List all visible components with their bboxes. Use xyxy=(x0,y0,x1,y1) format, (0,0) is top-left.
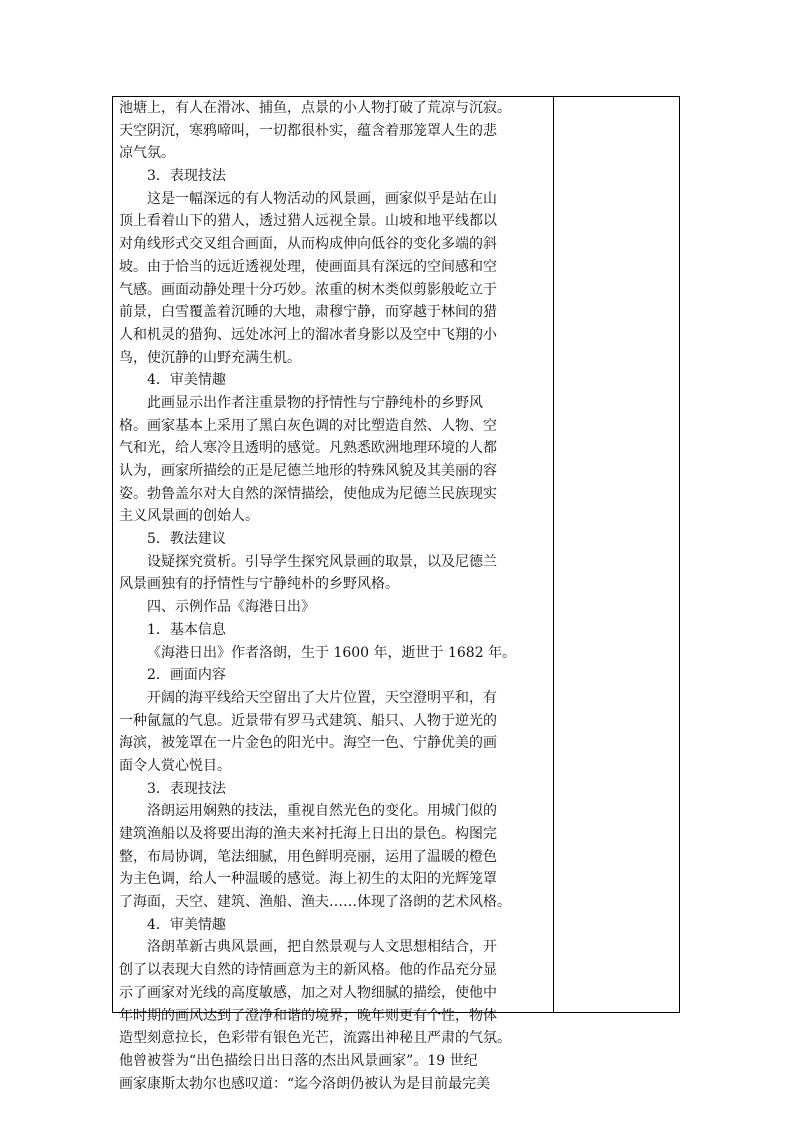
section-heading: 2．画面内容 xyxy=(147,667,226,684)
section-heading: 5．教法建议 xyxy=(147,531,226,548)
section-heading: 4．审美情趣 xyxy=(147,916,226,933)
paragraph-start: 开阔的海平线给天空留出了大片位置，天空澄明平和，有 xyxy=(147,689,497,706)
text-line: 姿。勃鲁盖尔对大自然的深情描绘，使他成为尼德兰民族现实 xyxy=(119,485,497,502)
text-line: 风景画独有的抒情性与宁静纯朴的乡野风格。 xyxy=(119,576,399,593)
text-line: 为主色调，给人一种温暖的感觉。海上初生的太阳的光辉笼罩 xyxy=(119,871,497,888)
paragraph-start: 设疑探究赏析。引导学生探究风景画的取景，以及尼德兰 xyxy=(147,553,497,570)
paragraph-start: 洛朗革新古典风景画，把自然景观与人文思想相结合，开 xyxy=(147,939,497,956)
main-content-cell xyxy=(119,97,549,1092)
text-line: 人和机灵的猎狗、远处冰河上的溜冰者身影以及空中飞翔的小 xyxy=(119,326,497,343)
section-heading: 3．表现技法 xyxy=(147,168,226,185)
text-line: 天空阴沉，寒鸦啼叫，一切都很朴实，蕴含着那笼罩人生的悲 xyxy=(119,122,497,139)
text-line: 凉气氛。 xyxy=(119,145,175,162)
text-line: 鸟，使沉静的山野充满生机。 xyxy=(119,349,301,366)
text-line: 示了画家对光线的高度敏感，加之对人物细腻的描绘，使他中 xyxy=(119,984,497,1001)
text-line: 海滨，被笼罩在一片金色的阳光中。海空一色、宁静优美的画 xyxy=(119,735,497,752)
text-line: 面令人赏心悦目。 xyxy=(119,757,231,774)
section-heading: 4．审美情趣 xyxy=(147,372,226,389)
text-line: 坡。由于恰当的远近透视处理，使画面具有深远的空间感和空 xyxy=(119,258,497,275)
paragraph-start: 《海港日出》作者洛朗，生于 1600 年，逝世于 1682 年。 xyxy=(147,644,517,661)
text-line: 创了以表现大自然的诗情画意为主的新风格。他的作品充分显 xyxy=(119,962,497,979)
text-line: 对角线形式交叉组合画面，从而构成伸向低谷的变化多端的斜 xyxy=(119,236,497,253)
text-line: 了海面，天空、建筑、渔船、渔夫……体现了洛朗的艺术风格。 xyxy=(119,894,511,911)
text-line: 前景，白雪覆盖着沉睡的大地，肃穆宁静，而穿越于林间的猎 xyxy=(119,304,497,321)
text-line: 一种氤氲的气息。近景带有罗马式建筑、船只、人物于逆光的 xyxy=(119,712,497,729)
text-line: 建筑渔船以及将要出海的渔夫来衬托海上日出的景色。构图完 xyxy=(119,826,497,842)
text-line: 顶上看着山下的猎人，透过猎人远视全景。山坡和地平线都以 xyxy=(119,213,497,230)
side-empty-cell xyxy=(554,97,679,1012)
section-heading: 四、示例作品《海港日出》 xyxy=(147,599,315,616)
text-line: 造型刻意拉长，色彩带有银色光芒，流露出神秘且严肃的气氛。 xyxy=(119,1030,511,1047)
text-line: 年时期的画风达到了澄净和谐的境界；晚年则更有个性，物体 xyxy=(119,1007,497,1024)
text-line: 主义风景画的创始人。 xyxy=(119,508,259,525)
paragraph-start: 这是一幅深远的有人物活动的风景画，画家似乎是站在山 xyxy=(147,190,497,207)
text-line: 池塘上，有人在滑冰、捕鱼，点景的小人物打破了荒凉与沉寂。 xyxy=(119,100,511,116)
paragraph-start: 洛朗运用娴熟的技法，重视自然光色的变化。用城门似的 xyxy=(147,803,497,820)
section-heading: 3．表现技法 xyxy=(147,780,226,797)
document-table xyxy=(112,96,680,1092)
text-line: 认为，画家所描绘的正是尼德兰地形的特殊风貌及其美丽的容 xyxy=(119,463,497,479)
text-line: 格。画家基本上采用了黑白灰色调的对比塑造自然、人物、空 xyxy=(119,417,497,434)
text-line: 画家康斯太勃尔也感叹道：“迄今洛朗仍被认为是目前最完美 xyxy=(119,1075,491,1092)
text-line: 气和光，给人寒冷且透明的感觉。凡熟悉欧洲地理环境的人都 xyxy=(119,440,497,457)
paragraph-start: 此画显示出作者注重景物的抒情性与宁静纯朴的乡野风 xyxy=(147,394,483,411)
text-line: 他曾被誉为“出色描绘日出日落的杰出风景画家”。19 世纪 xyxy=(119,1052,478,1069)
section-heading: 1．基本信息 xyxy=(147,621,226,638)
text-line: 气感。画面动静处理十分巧妙。浓重的树木类似剪影般屹立于 xyxy=(119,281,497,298)
text-line: 整，布局协调，笔法细腻，用色鲜明亮丽，运用了温暖的橙色 xyxy=(119,848,497,865)
